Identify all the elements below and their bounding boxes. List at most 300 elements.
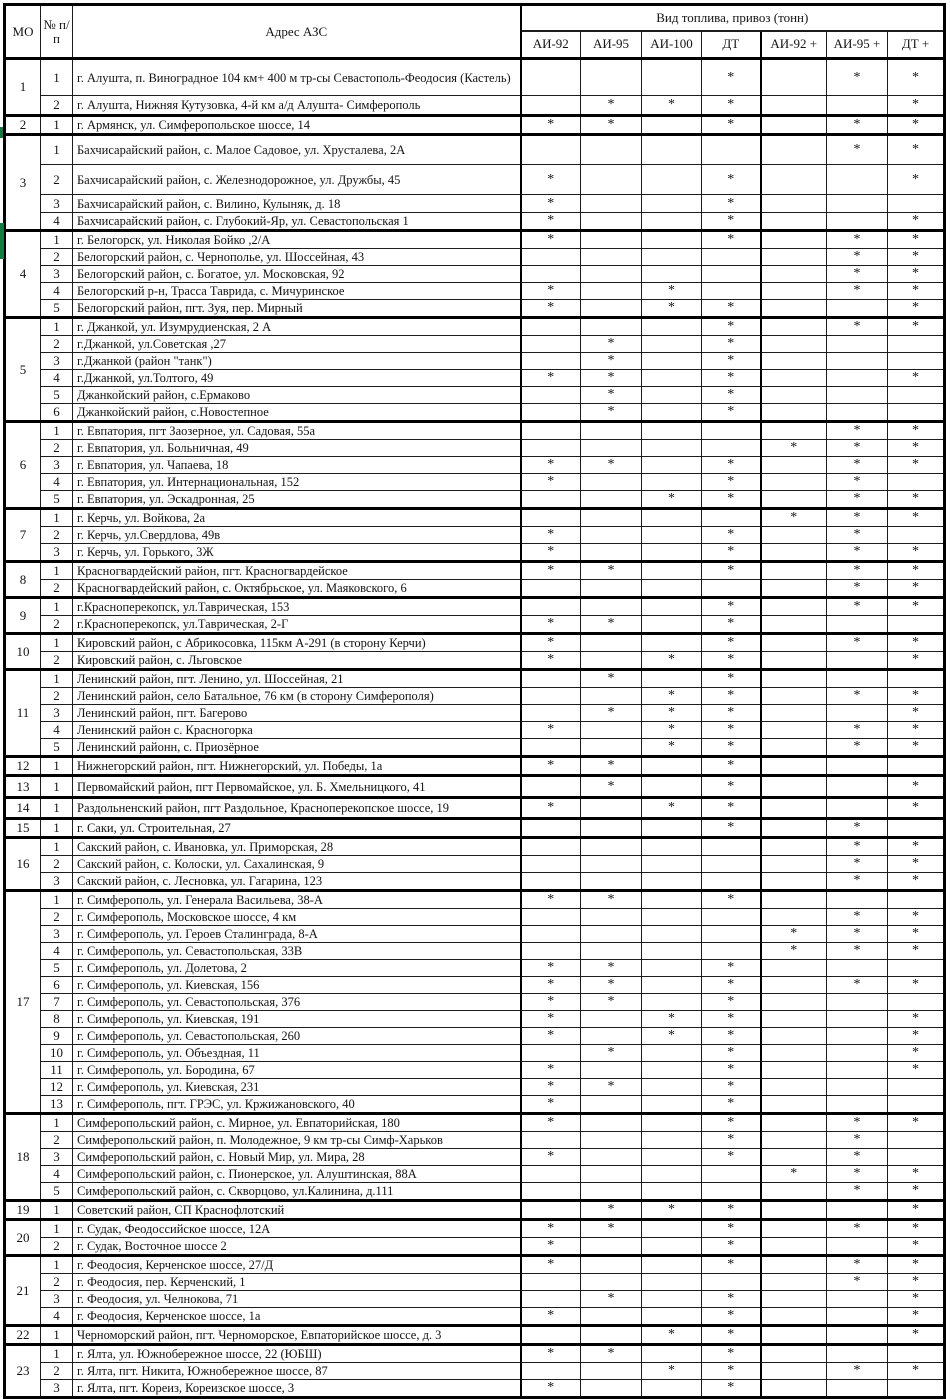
address-cell: Симферопольский район, п. Молодежное, 9 км тр-сы Симф-Харьков bbox=[73, 1132, 521, 1149]
fuel-cell-ДТ: * bbox=[702, 195, 761, 213]
fuel-cell-АИ-92 + bbox=[761, 798, 827, 819]
fuel-cell-АИ-92 bbox=[521, 705, 581, 722]
row-number-cell: 2 bbox=[41, 165, 73, 195]
mo-cell: 5 bbox=[5, 318, 41, 422]
fuel-cell-ДТ + bbox=[888, 960, 945, 977]
fuel-cell-ДТ + bbox=[888, 1380, 945, 1398]
fuel-cell-АИ-92: * bbox=[521, 1079, 581, 1096]
fuel-cell-АИ-95 +: * bbox=[827, 1256, 888, 1274]
table-row bbox=[5, 1363, 945, 1380]
fuel-cell-ДТ + bbox=[888, 353, 945, 370]
address-cell: г. Симферополь, ул. Севастопольская, 376 bbox=[73, 994, 521, 1011]
row-number-cell: 1 bbox=[41, 135, 73, 165]
fuel-cell-АИ-100 bbox=[642, 838, 702, 856]
fuel-cell-АИ-92 bbox=[521, 440, 581, 457]
address-cell: г. Симферополь, ул. Генерала Васильева, 38-А bbox=[73, 891, 521, 909]
mo-cell: 13 bbox=[5, 776, 41, 798]
fuel-cell-ДТ: * bbox=[702, 819, 761, 838]
fuel-cell-АИ-95 +: * bbox=[827, 231, 888, 249]
fuel-cell-ДТ +: * bbox=[888, 1166, 945, 1183]
fuel-cell-АИ-100 bbox=[642, 249, 702, 266]
fuel-cell-АИ-92 + bbox=[761, 195, 827, 213]
mo-cell: 15 bbox=[5, 819, 41, 838]
fuel-cell-ДТ +: * bbox=[888, 509, 945, 527]
fuel-cell-АИ-95 bbox=[581, 300, 642, 318]
table-row bbox=[5, 266, 945, 283]
fuel-cell-АИ-95 + bbox=[827, 1238, 888, 1256]
table-row bbox=[5, 1256, 945, 1274]
fuel-cell-ДТ: * bbox=[702, 776, 761, 798]
fuel-cell-АИ-95 bbox=[581, 580, 642, 598]
fuel-cell-АИ-95 + bbox=[827, 1291, 888, 1308]
fuel-cell-АИ-95 bbox=[581, 165, 642, 195]
mo-cell: 21 bbox=[5, 1256, 41, 1326]
table-row bbox=[5, 336, 945, 353]
address-cell: г. Симферополь, ул. Бородина, 67 bbox=[73, 1062, 521, 1079]
fuel-cell-ДТ + bbox=[888, 1096, 945, 1114]
fuel-cell-АИ-92 + bbox=[761, 266, 827, 283]
fuel-cell-ДТ +: * bbox=[888, 231, 945, 249]
row-number-cell: 4 bbox=[41, 1166, 73, 1183]
selection-marker bbox=[0, 127, 3, 138]
fuel-cell-АИ-92 bbox=[521, 1363, 581, 1380]
address-cell: Ленинский районн, с. Приозёрное bbox=[73, 739, 521, 757]
row-number-cell: 2 bbox=[41, 1274, 73, 1291]
table-row bbox=[5, 926, 945, 943]
fuel-cell-АИ-95 + bbox=[827, 1308, 888, 1326]
fuel-cell-ДТ: * bbox=[702, 994, 761, 1011]
fuel-cell-АИ-95 bbox=[581, 688, 642, 705]
table-row bbox=[5, 977, 945, 994]
mo-cell: 12 bbox=[5, 757, 41, 776]
fuel-cell-АИ-92 bbox=[521, 688, 581, 705]
fuel-cell-АИ-95: * bbox=[581, 1345, 642, 1363]
fuel-cell-АИ-95 + bbox=[827, 670, 888, 688]
fuel-cell-АИ-92 bbox=[521, 1274, 581, 1291]
fuel-cell-АИ-95 +: * bbox=[827, 1114, 888, 1132]
row-number-cell: 1 bbox=[41, 634, 73, 652]
fuel-cell-АИ-95 + bbox=[827, 891, 888, 909]
table-row bbox=[5, 59, 945, 96]
table-row bbox=[5, 1045, 945, 1062]
fuel-cell-АИ-100 bbox=[642, 562, 702, 580]
fuel-cell-АИ-95 bbox=[581, 509, 642, 527]
address-cell: г. Евпатория, пгт Заозерное, ул. Садовая, 55а bbox=[73, 422, 521, 440]
address-cell: г. Керчь, ул.Свердлова, 49в bbox=[73, 527, 521, 544]
fuel-cell-ДТ +: * bbox=[888, 1201, 945, 1220]
fuel-cell-АИ-92 + bbox=[761, 387, 827, 404]
fuel-cell-АИ-95 + bbox=[827, 1201, 888, 1220]
mo-cell: 11 bbox=[5, 670, 41, 757]
fuel-cell-АИ-95 bbox=[581, 1062, 642, 1079]
row-number-cell: 3 bbox=[41, 195, 73, 213]
fuel-cell-ДТ: * bbox=[702, 616, 761, 634]
table-row bbox=[5, 1079, 945, 1096]
address-cell: Белогорский район, с. Богатое, ул. Московская, 92 bbox=[73, 266, 521, 283]
row-number-cell: 2 bbox=[41, 616, 73, 634]
fuel-cell-АИ-95 +: * bbox=[827, 440, 888, 457]
fuel-cell-ДТ: * bbox=[702, 960, 761, 977]
fuel-cell-АИ-95 + bbox=[827, 195, 888, 213]
fuel-cell-АИ-95 +: * bbox=[827, 249, 888, 266]
address-cell: г. Феодосия, Керченское шоссе, 27/Д bbox=[73, 1256, 521, 1274]
fuel-cell-АИ-95 + bbox=[827, 1380, 888, 1398]
fuel-cell-АИ-95: * bbox=[581, 977, 642, 994]
fuel-cell-ДТ + bbox=[888, 994, 945, 1011]
fuel-cell-АИ-95 bbox=[581, 1149, 642, 1166]
table-row bbox=[5, 1220, 945, 1238]
fuel-cell-АИ-95 + bbox=[827, 994, 888, 1011]
fuel-cell-АИ-92 bbox=[521, 1183, 581, 1201]
fuel-cell-ДТ: * bbox=[702, 1308, 761, 1326]
row-number-cell: 4 bbox=[41, 474, 73, 491]
address-cell: г. Симферополь, ул. Севастопольская, 260 bbox=[73, 1028, 521, 1045]
fuel-cell-АИ-100 bbox=[642, 509, 702, 527]
fuel-cell-АИ-92 + bbox=[761, 1274, 827, 1291]
fuel-cell-ДТ +: * bbox=[888, 926, 945, 943]
row-number-cell: 3 bbox=[41, 266, 73, 283]
table-row bbox=[5, 1201, 945, 1220]
address-cell: г. Симферополь, ул. Объездная, 11 bbox=[73, 1045, 521, 1062]
fuel-cell-АИ-92: * bbox=[521, 1256, 581, 1274]
fuel-cell-АИ-95: * bbox=[581, 670, 642, 688]
fuel-cell-ДТ: * bbox=[702, 96, 761, 116]
table-row bbox=[5, 739, 945, 757]
fuel-cell-АИ-92 + bbox=[761, 652, 827, 670]
fuel-cell-АИ-95: * bbox=[581, 116, 642, 135]
row-number-cell: 1 bbox=[41, 59, 73, 96]
fuel-cell-АИ-92: * bbox=[521, 634, 581, 652]
fuel-cell-АИ-100 bbox=[642, 422, 702, 440]
table-row bbox=[5, 318, 945, 336]
fuel-cell-АИ-92 + bbox=[761, 422, 827, 440]
fuel-cell-АИ-95 +: * bbox=[827, 1149, 888, 1166]
row-number-cell: 1 bbox=[41, 422, 73, 440]
fuel-cell-АИ-95 + bbox=[827, 1011, 888, 1028]
address-cell: Белогорский р-н, Трасса Таврида, с. Мичуринское bbox=[73, 283, 521, 300]
fuel-cell-ДТ + bbox=[888, 670, 945, 688]
fuel-cell-АИ-95 bbox=[581, 1274, 642, 1291]
fuel-cell-АИ-95 bbox=[581, 231, 642, 249]
fuel-cell-АИ-100 bbox=[642, 1079, 702, 1096]
fuel-cell-ДТ +: * bbox=[888, 1183, 945, 1201]
table-row bbox=[5, 231, 945, 249]
fuel-cell-ДТ bbox=[702, 440, 761, 457]
fuel-cell-АИ-95 + bbox=[827, 798, 888, 819]
fuel-cell-АИ-95: * bbox=[581, 457, 642, 474]
fuel-cell-ДТ: * bbox=[702, 231, 761, 249]
mo-cell: 1 bbox=[5, 59, 41, 116]
table-row bbox=[5, 1291, 945, 1308]
fuel-cell-АИ-95: * bbox=[581, 1291, 642, 1308]
address-cell: г. Феодосия, Керченское шоссе, 1а bbox=[73, 1308, 521, 1326]
table-row bbox=[5, 1028, 945, 1045]
fuel-cell-АИ-92 + bbox=[761, 838, 827, 856]
fuel-cell-АИ-95 +: * bbox=[827, 838, 888, 856]
fuel-cell-АИ-100 bbox=[642, 195, 702, 213]
fuel-cell-АИ-95 bbox=[581, 474, 642, 491]
fuel-cell-ДТ + bbox=[888, 1345, 945, 1363]
fuel-cell-АИ-92: * bbox=[521, 1380, 581, 1398]
row-number-cell: 1 bbox=[41, 1256, 73, 1274]
address-cell: г. Симферополь, ул. Севастопольская, 33В bbox=[73, 943, 521, 960]
fuel-cell-АИ-95: * bbox=[581, 336, 642, 353]
address-cell: Симферопольский район, с. Пионерское, ул. Алуштинская, 88А bbox=[73, 1166, 521, 1183]
table-row bbox=[5, 1096, 945, 1114]
row-number-cell: 1 bbox=[41, 819, 73, 838]
row-number-cell: 6 bbox=[41, 404, 73, 422]
mo-cell: 2 bbox=[5, 116, 41, 135]
fuel-cell-АИ-95: * bbox=[581, 757, 642, 776]
fuel-cell-АИ-100 bbox=[642, 135, 702, 165]
table-row bbox=[5, 213, 945, 231]
fuel-cell-АИ-95 + bbox=[827, 1096, 888, 1114]
fuel-cell-АИ-92 bbox=[521, 598, 581, 616]
row-number-cell: 1 bbox=[41, 798, 73, 819]
fuel-cell-ДТ: * bbox=[702, 1011, 761, 1028]
fuel-cell-АИ-95: * bbox=[581, 1220, 642, 1238]
fuel-cell-АИ-95 bbox=[581, 1256, 642, 1274]
fuel-cell-АИ-95 +: * bbox=[827, 1220, 888, 1238]
fuel-cell-ДТ +: * bbox=[888, 59, 945, 96]
fuel-cell-АИ-92 + bbox=[761, 249, 827, 266]
fuel-cell-АИ-92: * bbox=[521, 527, 581, 544]
mo-cell: 4 bbox=[5, 231, 41, 318]
fuel-cell-ДТ +: * bbox=[888, 739, 945, 757]
fuel-cell-АИ-92 + bbox=[761, 891, 827, 909]
address-cell: Белогорский район, пгт. Зуя, пер. Мирный bbox=[73, 300, 521, 318]
fuel-cell-ДТ: * bbox=[702, 739, 761, 757]
fuel-cell-АИ-92 + bbox=[761, 59, 827, 96]
row-number-cell: 1 bbox=[41, 670, 73, 688]
address-cell: г.Джанкой, ул.Советская ,27 bbox=[73, 336, 521, 353]
table-row bbox=[5, 1326, 945, 1345]
fuel-cell-АИ-95 bbox=[581, 1363, 642, 1380]
table-row bbox=[5, 135, 945, 165]
row-number-cell: 2 bbox=[41, 1132, 73, 1149]
row-number-cell: 2 bbox=[41, 527, 73, 544]
fuel-cell-АИ-95 + bbox=[827, 165, 888, 195]
fuel-cell-АИ-100: * bbox=[642, 1326, 702, 1345]
address-cell: г.Красноперекопск, ул.Таврическая, 153 bbox=[73, 598, 521, 616]
address-cell: г. Белогорск, ул. Николая Бойко ,2/А bbox=[73, 231, 521, 249]
fuel-cell-АИ-92 + bbox=[761, 1011, 827, 1028]
address-cell: Симферопольский район, с. Мирное, ул. Евпаторийская, 180 bbox=[73, 1114, 521, 1132]
fuel-cell-ДТ +: * bbox=[888, 1274, 945, 1291]
fuel-cell-ДТ: * bbox=[702, 1096, 761, 1114]
fuel-cell-ДТ bbox=[702, 266, 761, 283]
address-cell: г. Джанкой, ул. Изумрудиенская, 2 А bbox=[73, 318, 521, 336]
table-row bbox=[5, 544, 945, 562]
address-cell: г. Ялта, пгт. Кореиз, Кореизское шоссе, 3 bbox=[73, 1380, 521, 1398]
fuel-cell-АИ-92 bbox=[521, 943, 581, 960]
fuel-cell-ДТ: * bbox=[702, 634, 761, 652]
row-number-cell: 2 bbox=[41, 580, 73, 598]
row-number-cell: 3 bbox=[41, 1149, 73, 1166]
row-number-cell: 3 bbox=[41, 873, 73, 891]
row-number-cell: 1 bbox=[41, 231, 73, 249]
table-row bbox=[5, 1345, 945, 1363]
fuel-cell-АИ-95 +: * bbox=[827, 457, 888, 474]
fuel-cell-АИ-95 +: * bbox=[827, 318, 888, 336]
fuel-cell-АИ-100 bbox=[642, 527, 702, 544]
fuel-cell-АИ-100: * bbox=[642, 1363, 702, 1380]
fuel-cell-АИ-92 + bbox=[761, 1201, 827, 1220]
row-number-cell: 4 bbox=[41, 722, 73, 739]
fuel-cell-АИ-95 +: * bbox=[827, 873, 888, 891]
fuel-cell-АИ-92 + bbox=[761, 353, 827, 370]
fuel-cell-ДТ +: * bbox=[888, 1326, 945, 1345]
table-row bbox=[5, 1380, 945, 1398]
fuel-cell-АИ-92 + bbox=[761, 598, 827, 616]
fuel-cell-АИ-92: * bbox=[521, 1114, 581, 1132]
fuel-cell-АИ-100: * bbox=[642, 798, 702, 819]
fuel-cell-ДТ + bbox=[888, 336, 945, 353]
fuel-cell-АИ-100 bbox=[642, 1062, 702, 1079]
fuel-cell-ДТ +: * bbox=[888, 1256, 945, 1274]
fuel-cell-АИ-92 +: * bbox=[761, 926, 827, 943]
fuel-cell-АИ-92 + bbox=[761, 1132, 827, 1149]
table-row bbox=[5, 1011, 945, 1028]
table-row bbox=[5, 1062, 945, 1079]
fuel-cell-ДТ: * bbox=[702, 1220, 761, 1238]
address-cell: г.Красноперекопск, ул.Таврическая, 2-Г bbox=[73, 616, 521, 634]
fuel-cell-ДТ +: * bbox=[888, 776, 945, 798]
fuel-cell-ДТ bbox=[702, 909, 761, 926]
fuel-cell-ДТ: * bbox=[702, 1149, 761, 1166]
table-row bbox=[5, 387, 945, 404]
address-cell: г. Евпатория, ул. Больничная, 49 bbox=[73, 440, 521, 457]
row-number-cell: 4 bbox=[41, 1308, 73, 1326]
header-mo: МО bbox=[5, 5, 41, 59]
fuel-cell-АИ-92 bbox=[521, 318, 581, 336]
fuel-cell-АИ-95 bbox=[581, 59, 642, 96]
row-number-cell: 1 bbox=[41, 318, 73, 336]
fuel-cell-АИ-95 +: * bbox=[827, 739, 888, 757]
row-number-cell: 2 bbox=[41, 688, 73, 705]
fuel-cell-АИ-95 + bbox=[827, 1079, 888, 1096]
fuel-cell-АИ-92 +: * bbox=[761, 1166, 827, 1183]
fuel-cell-АИ-95: * bbox=[581, 960, 642, 977]
fuel-cell-АИ-95 bbox=[581, 135, 642, 165]
fuel-cell-АИ-92: * bbox=[521, 1011, 581, 1028]
row-number-cell: 1 bbox=[41, 598, 73, 616]
fuel-cell-ДТ: * bbox=[702, 1079, 761, 1096]
table-row bbox=[5, 370, 945, 387]
fuel-cell-АИ-95 +: * bbox=[827, 722, 888, 739]
fuel-cell-ДТ: * bbox=[702, 213, 761, 231]
address-cell: Белогорский район, с. Чернополье, ул. Шоссейная, 43 bbox=[73, 249, 521, 266]
table-row bbox=[5, 404, 945, 422]
fuel-cell-АИ-92: * bbox=[521, 116, 581, 135]
fuel-cell-ДТ +: * bbox=[888, 909, 945, 926]
fuel-cell-ДТ + bbox=[888, 757, 945, 776]
address-cell: г.Джанкой (район "танк") bbox=[73, 353, 521, 370]
row-number-cell: 1 bbox=[41, 757, 73, 776]
fuel-cell-АИ-95 +: * bbox=[827, 544, 888, 562]
table-row bbox=[5, 562, 945, 580]
fuel-cell-АИ-95 bbox=[581, 1096, 642, 1114]
fuel-cell-ДТ: * bbox=[702, 1028, 761, 1045]
fuel-cell-АИ-95 bbox=[581, 1183, 642, 1201]
fuel-cell-АИ-95 bbox=[581, 1028, 642, 1045]
header-row-number: № п/п bbox=[41, 5, 73, 59]
row-number-cell: 2 bbox=[41, 336, 73, 353]
fuel-cell-АИ-95 bbox=[581, 873, 642, 891]
fuel-cell-АИ-92 bbox=[521, 1132, 581, 1149]
row-number-cell: 1 bbox=[41, 891, 73, 909]
fuel-cell-АИ-92 + bbox=[761, 370, 827, 387]
address-cell: Бахчисарайский район, с. Глубокий-Яр, ул. Севастопольская 1 bbox=[73, 213, 521, 231]
fuel-cell-АИ-100: * bbox=[642, 722, 702, 739]
fuel-cell-АИ-100 bbox=[642, 1256, 702, 1274]
table-row bbox=[5, 1183, 945, 1201]
fuel-cell-АИ-92 + bbox=[761, 1183, 827, 1201]
fuel-cell-АИ-92 + bbox=[761, 580, 827, 598]
fuel-cell-ДТ bbox=[702, 1274, 761, 1291]
row-number-cell: 1 bbox=[41, 838, 73, 856]
table-row bbox=[5, 283, 945, 300]
fuel-cell-АИ-95 + bbox=[827, 616, 888, 634]
table-row bbox=[5, 819, 945, 838]
fuel-cell-АИ-92 bbox=[521, 776, 581, 798]
fuel-cell-АИ-92 + bbox=[761, 457, 827, 474]
fuel-cell-АИ-92: * bbox=[521, 195, 581, 213]
table-row bbox=[5, 891, 945, 909]
fuel-cell-АИ-92 + bbox=[761, 1062, 827, 1079]
fuel-cell-АИ-100 bbox=[642, 1274, 702, 1291]
fuel-cell-АИ-92 + bbox=[761, 336, 827, 353]
fuel-cell-АИ-95 + bbox=[827, 370, 888, 387]
fuel-cell-АИ-92 + bbox=[761, 616, 827, 634]
fuel-cell-ДТ: * bbox=[702, 1132, 761, 1149]
address-cell: Сакский район, с. Лесновка, ул. Гагарина, 123 bbox=[73, 873, 521, 891]
fuel-cell-АИ-95 bbox=[581, 266, 642, 283]
fuel-cell-АИ-95 +: * bbox=[827, 926, 888, 943]
fuel-cell-АИ-95 +: * bbox=[827, 283, 888, 300]
header-fuel-ДТ: ДТ bbox=[702, 31, 761, 59]
fuel-cell-АИ-92: * bbox=[521, 652, 581, 670]
fuel-cell-ДТ: * bbox=[702, 370, 761, 387]
table-row bbox=[5, 776, 945, 798]
fuel-cell-АИ-100 bbox=[642, 116, 702, 135]
fuel-cell-АИ-95 bbox=[581, 1308, 642, 1326]
table-row bbox=[5, 474, 945, 491]
address-cell: г. Симферополь, ул. Долетова, 2 bbox=[73, 960, 521, 977]
fuel-cell-АИ-95 + bbox=[827, 960, 888, 977]
fuel-cell-ДТ: * bbox=[702, 1062, 761, 1079]
table-row bbox=[5, 1308, 945, 1326]
fuel-cell-АИ-100 bbox=[642, 1096, 702, 1114]
fuel-cell-АИ-95 + bbox=[827, 336, 888, 353]
fuel-cell-ДТ +: * bbox=[888, 705, 945, 722]
row-number-cell: 1 bbox=[41, 509, 73, 527]
table-row bbox=[5, 300, 945, 318]
fuel-cell-ДТ + bbox=[888, 1132, 945, 1149]
fuel-cell-АИ-95 +: * bbox=[827, 422, 888, 440]
fuel-cell-АИ-100 bbox=[642, 266, 702, 283]
fuel-cell-ДТ + bbox=[888, 891, 945, 909]
fuel-cell-АИ-92 + bbox=[761, 116, 827, 135]
row-number-cell: 7 bbox=[41, 994, 73, 1011]
fuel-cell-АИ-92 bbox=[521, 873, 581, 891]
table-row bbox=[5, 598, 945, 616]
address-cell: Бахчисарайский район, с. Железнодорожное, ул. Дружбы, 45 bbox=[73, 165, 521, 195]
fuel-cell-АИ-92: * bbox=[521, 1220, 581, 1238]
fuel-cell-АИ-92 + bbox=[761, 1308, 827, 1326]
fuel-cell-АИ-92 + bbox=[761, 722, 827, 739]
fuel-cell-ДТ +: * bbox=[888, 943, 945, 960]
